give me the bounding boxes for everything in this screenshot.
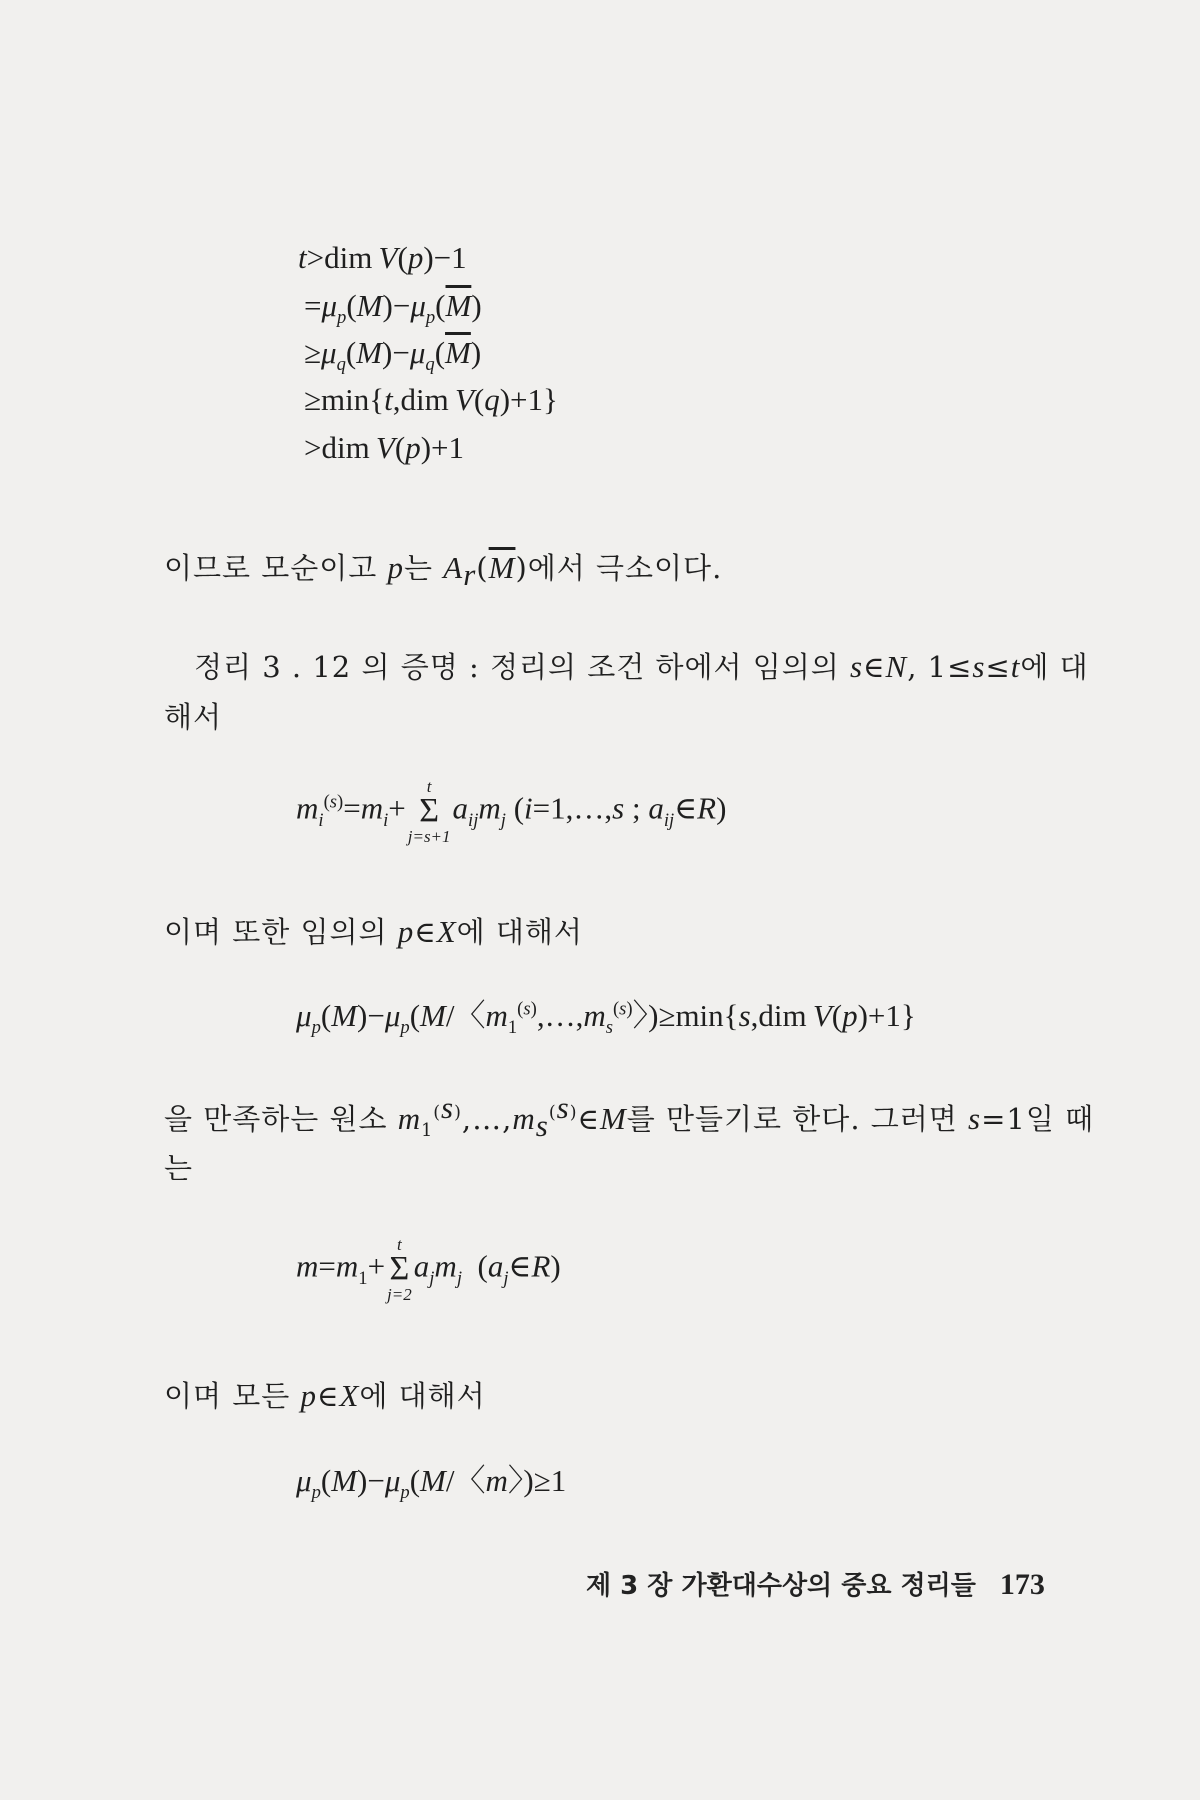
proof-heading-line-2: 해서 xyxy=(164,700,223,734)
align-line-2: $=\mu_p(M)-\mu_p(\overline{M})$ xyxy=(304,288,482,329)
equation-m-sum: $m=m_1+$ t Σ j=2 $a_jm_j$ $(a_j\in R)$ xyxy=(296,1235,561,1304)
equation-m-s: $m_i^{(s)}=m_i+$ t Σ j=s+1 $a_{ij}m_j$ (i=1,…,s ; $a_{ij}\in R$) xyxy=(296,777,727,846)
paragraph-construct-line-2: 는 xyxy=(164,1151,194,1185)
paragraph-for-any-p: 이며 또한 임의의 p∈X에 대해서 xyxy=(164,914,583,949)
equation-mu-inequality: $\mu_p(M)-\mu_p(M/$〈$m_1^{(s)},\dots,m_s^{(s)}$〉)≥min{s,dim V(p)+1} xyxy=(296,998,916,1039)
align-line-3: $\ge\mu_q(M)-\mu_q(\overline{M})$ xyxy=(304,335,482,376)
align-line-1: t>dim V(p)−1 xyxy=(298,240,467,275)
paragraph-conclusion: 이므로 모순이고 p는 $A_r(\overline{M})$에서 극소이다. xyxy=(164,550,723,592)
paragraph-for-all-p: 이며 모든 p∈X에 대해서 xyxy=(164,1378,486,1413)
align-line-5: >dim V(p)+1 xyxy=(304,430,464,465)
page-footer xyxy=(586,1565,1045,1602)
summation-symbol-2: t Σ j=2 xyxy=(387,1235,412,1304)
summation-symbol: t Σ j=s+1 xyxy=(407,777,451,846)
equation-mu-ge-1: $\mu_p(M)-\mu_p(M/$〈m〉)≥1 xyxy=(296,1463,567,1504)
running-head: 제 3 장 가환대수상의 중요 정리들 xyxy=(586,1571,976,1601)
proof-heading-line: 정리 3 . 12 의 증명 : 정리의 조건 하에서 임의의 s∈N, 1≤s≤t에 대 xyxy=(194,649,1089,684)
paragraph-construct-elements: 을 만족하는 원소 $m_1^{(s)},\dots,m_s^{(s)}\in M$를 만들기로 한다. 그러면 s=1일 때 xyxy=(164,1090,1095,1143)
align-line-4: ≥min{t,dim V(q)+1} xyxy=(304,382,558,417)
page-number: 173 xyxy=(999,1568,1045,1601)
